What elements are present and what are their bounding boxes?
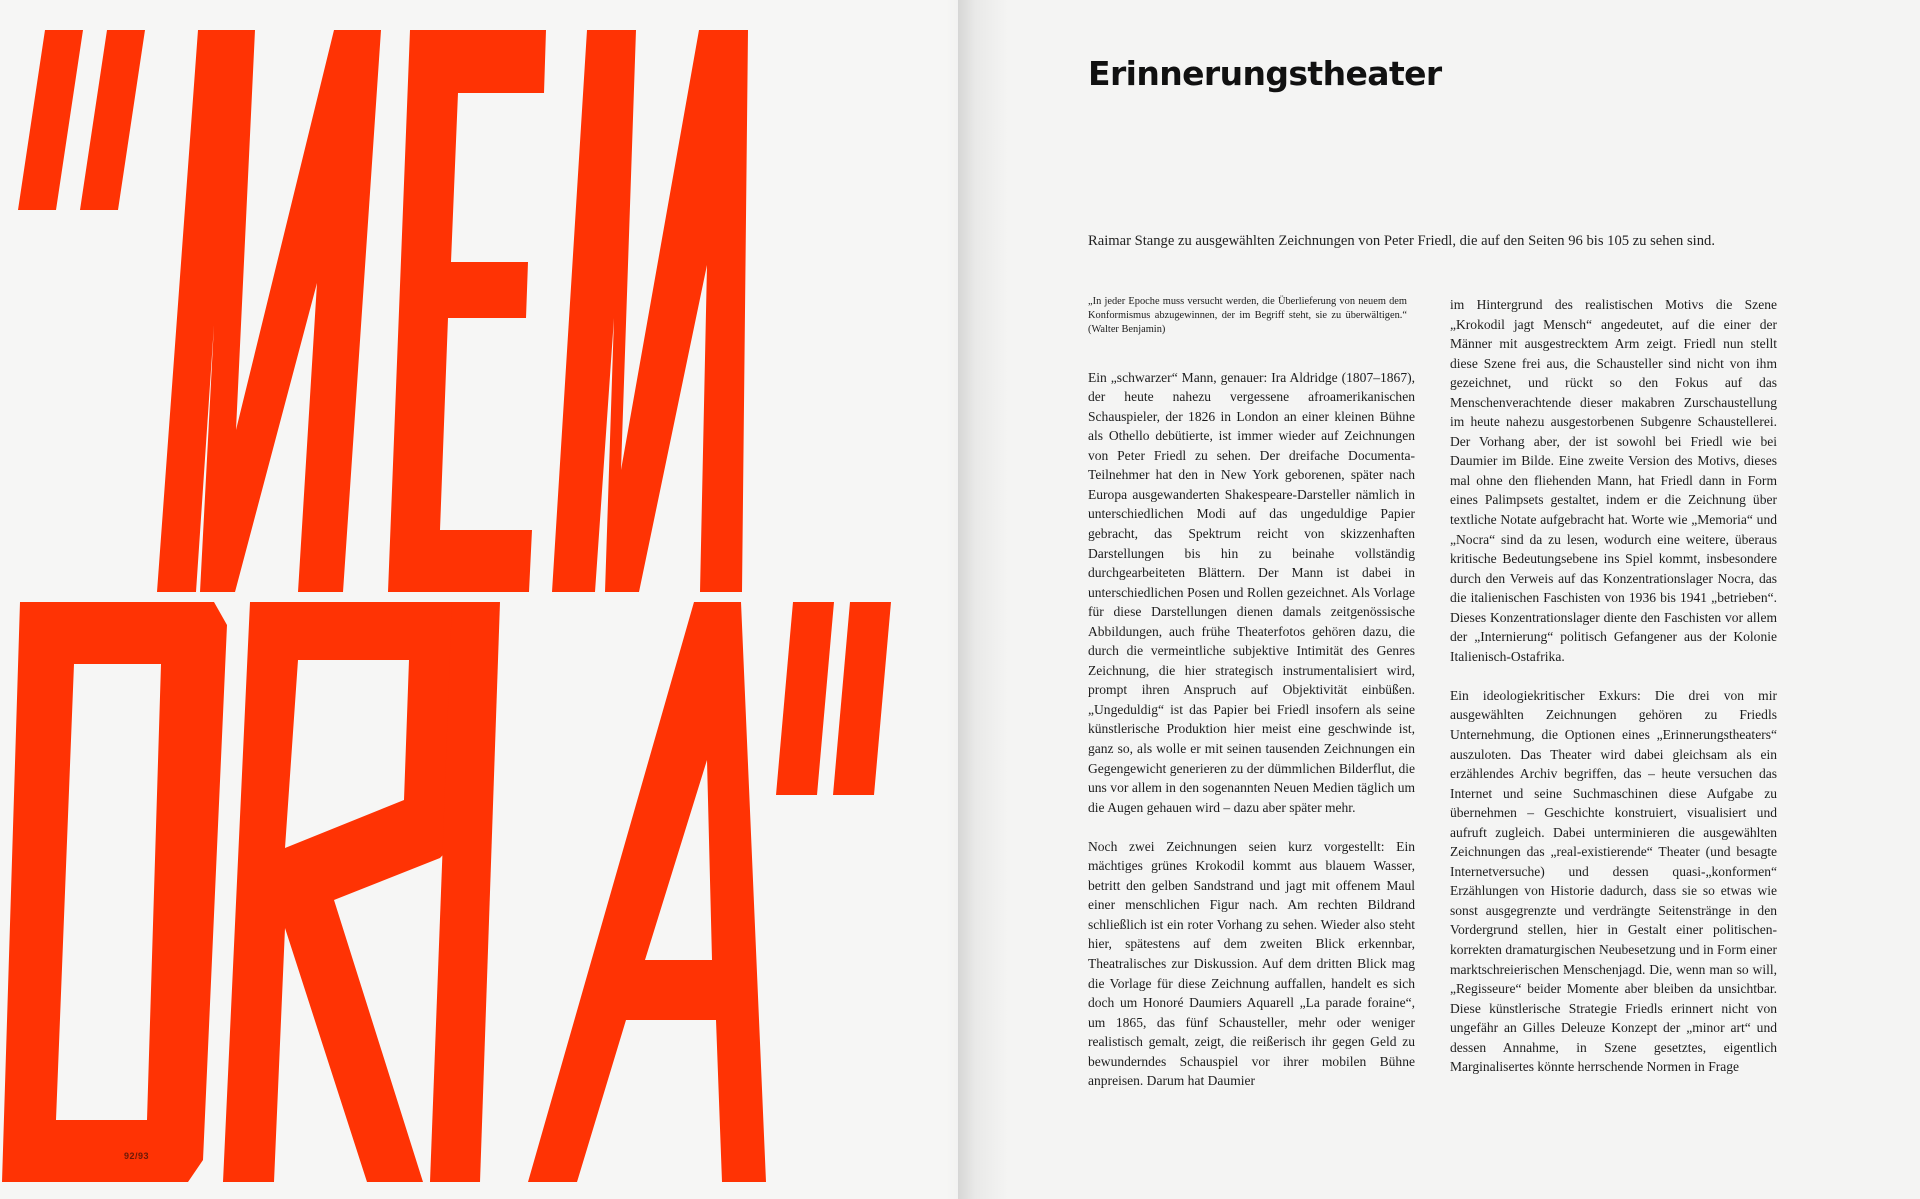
body-paragraph: Ein ideologiekritischer Exkurs: Die drei von mir ausgewählten Zeichnungen gehören zu Friedls Unternehmung, die Optionen eines „Erinnerungstheaters“ auszuloten. Das Theater wird dabei gleichsam als ein erzählendes Archiv begriffen, das – heute versuchen das Internet und seine Suchmaschinen diese Aufgabe zu übernehmen – Geschichte konstruiert, visualisiert und aufruft zugleich. Dabei unterminieren die ausgewählten Zeichnungen das „real-existierende“ Theater (und besagte Internetversuche) und dessen quasi-„konformen“ Erzählungen von Historie dadurch, dass sie so etwas wie sonst ausgegrenzte und verdrängte Seitenstränge in den Vordergrund stellen, hier in Gestalt einer politischen-korrekten dramaturgischen Neubesetzung und in Form einer marktschreierischen Menschenjagd. Die, wenn man so will, „Regisseure“ beider Momente aber bleiben da unsichtbar. Diese künstlerische Strategie Friedls erinnert nicht von ungefähr an Gilles Deleuze Konzept der „minor art“ und dessen Annahme, in Szene gesetztes, eigentlich Marginalisertes könnte herrschende Normen in Frage [1450, 687, 1777, 1075]
glyph-quote-close-1 [776, 602, 834, 795]
left-page [0, 0, 958, 1199]
glyph-d [2, 602, 227, 1182]
glyph-r [223, 602, 466, 1182]
body-paragraph: Ein „schwarzer“ Mann, genauer: Ira Aldridge (1807–1867), der heute nahezu vergessene afroamerikanischen Schauspieler, der 1826 in London an einer kleinen Bühne als Othello debütierte, ist immer wieder auf Zeichnungen von Peter Friedl zu sehen. Der dreifache Documenta-Teilnehmer hat den in New York geborenen, später nach Europa ausgewanderten Shakespeare-Darsteller nämlich in unterschiedlichen Modi auf das ungeduldige Papier gebracht, das Spektrum reicht von skizzenhaften Darstellungen bis hin zu beinahe vollständig durchgearbeiteten Blättern. Der Mann ist dabei in unterschiedlichen Posen und Rollen gezeichnet. Als Vorlage für diese Darstellungen dienen damals zeitgenössische Abbildungen, auch frühe Theaterfotos gehören dazu, die durch die vermeintliche subjektive Intimität des Genres Zeichnung, die hier strategisch instrumentalisiert wird, prompt ihren Anspruch auf Objektivität einbüßen. „Ungeduldig“ ist das Papier bei Friedl insofern als seine künstlerische Produktion hier meist eine geschwinde ist, ganz so, als wolle er mit seinen tausenden Zeichnungen ein Gegengewicht generieren zu der dümmlichen Bilderflut, die uns vor allem in den sogenannten Neuen Medien täglich um die Augen gehauen wird – dazu aber später mehr. [1088, 369, 1415, 815]
page-folio: 92/93 [124, 1151, 150, 1161]
body-paragraph: Noch zwei Zeichnungen seien kurz vorgestellt: Ein mächtiges grünes Krokodil kommt aus blauem Wasser, betritt den gelben Sandstrand und jagt mit offenem Maul einer menschlichen Figur nach. Am rechten Bildrand schließlich ist ein roter Vorhang zu sehen. Wieder also steht hier, spätestens auf dem zweiten Blick erkennbar, Theatralisches zur Diskussion. Auf dem dritten Blick mag die Vorlage für diese Zeichnung auffallen, handelt es sich doch um Honoré Daumiers Aquarell „La parade foraine“, um 1865, das fünf Schausteller, mehr oder weniger realistisch gemalt, zeigt, die reißerisch ihr gegen Geld zu bewunderndes Schauspiel vor ihrer mobilen Bühne anpreisen. Darum hat Daumier [1088, 838, 1415, 1089]
epigraph-quote: „In jeder Epoche muss versucht werden, die Überlieferung von neuem dem Konformismus abzugewinnen, der im Begriff steht, sie zu überwältigen.“ (Walter Benjamin) [1088, 296, 1407, 336]
article-headline: Erinnerungstheater [1088, 54, 1442, 93]
memoria-display-title [0, 0, 958, 1199]
glyph-quote-close-2 [833, 602, 891, 795]
text-column-right [1450, 295, 1777, 1096]
article-intro: Raimar Stange zu ausgewählten Zeichnungen von Peter Friedl, die auf den Seiten 96 bis 105 zu sehen sind. [1088, 233, 1715, 249]
page-gutter [958, 0, 1008, 1199]
display-title-glyphs [2, 30, 891, 1182]
glyph-m-2 [552, 30, 748, 592]
glyph-e [388, 30, 546, 592]
glyph-quote-open-1 [18, 30, 83, 210]
glyph-a [528, 602, 766, 1182]
body-paragraph: im Hintergrund des realistischen Motivs die Szene „Krokodil jagt Mensch“ angedeutet, auf die einer der Männer mit ausgestrecktem Arm zeigt. Friedl nun stellt diese Szene frei aus, die Schausteller sind nicht von ihm gezeichnet, und rückt so den Fokus auf das Menschenverachtende dieser makabren Zurschaustellung im heute nahezu ausgestorbenen Subgenre Schaustellerei. Der Vorhang aber, der ist sowohl bei Friedl wie bei Daumier im Bilde. Eine zweite Version des Motivs, dieses mal ohne den fliehenden Mann, hat Friedl dann in Form eines Palimpsets gestaltet, indem er die Zeichnung über textliche Notate aufgebracht hat. Worte wie „Memoria“ und „Nocra“ sind da zu lesen, wodurch eine weitere, überaus kritische Bedeutungsebene ins Spiel kommt, insbesondere durch den Verweis auf das Konzentrationslager Nocra, das die italienischen Faschisten von 1936 bis 1941 „betrieben“. Dieses Konzentrationslager diente den Faschisten vor allem der „Internierung“ politisch Gefangener aus der Kolonie Italienisch-Ostafrika. [1450, 297, 1777, 664]
glyph-quote-open-2 [80, 30, 145, 210]
text-column-left [1088, 295, 1415, 1110]
glyph-m-1 [157, 30, 381, 592]
spine-shade [898, 0, 958, 1199]
